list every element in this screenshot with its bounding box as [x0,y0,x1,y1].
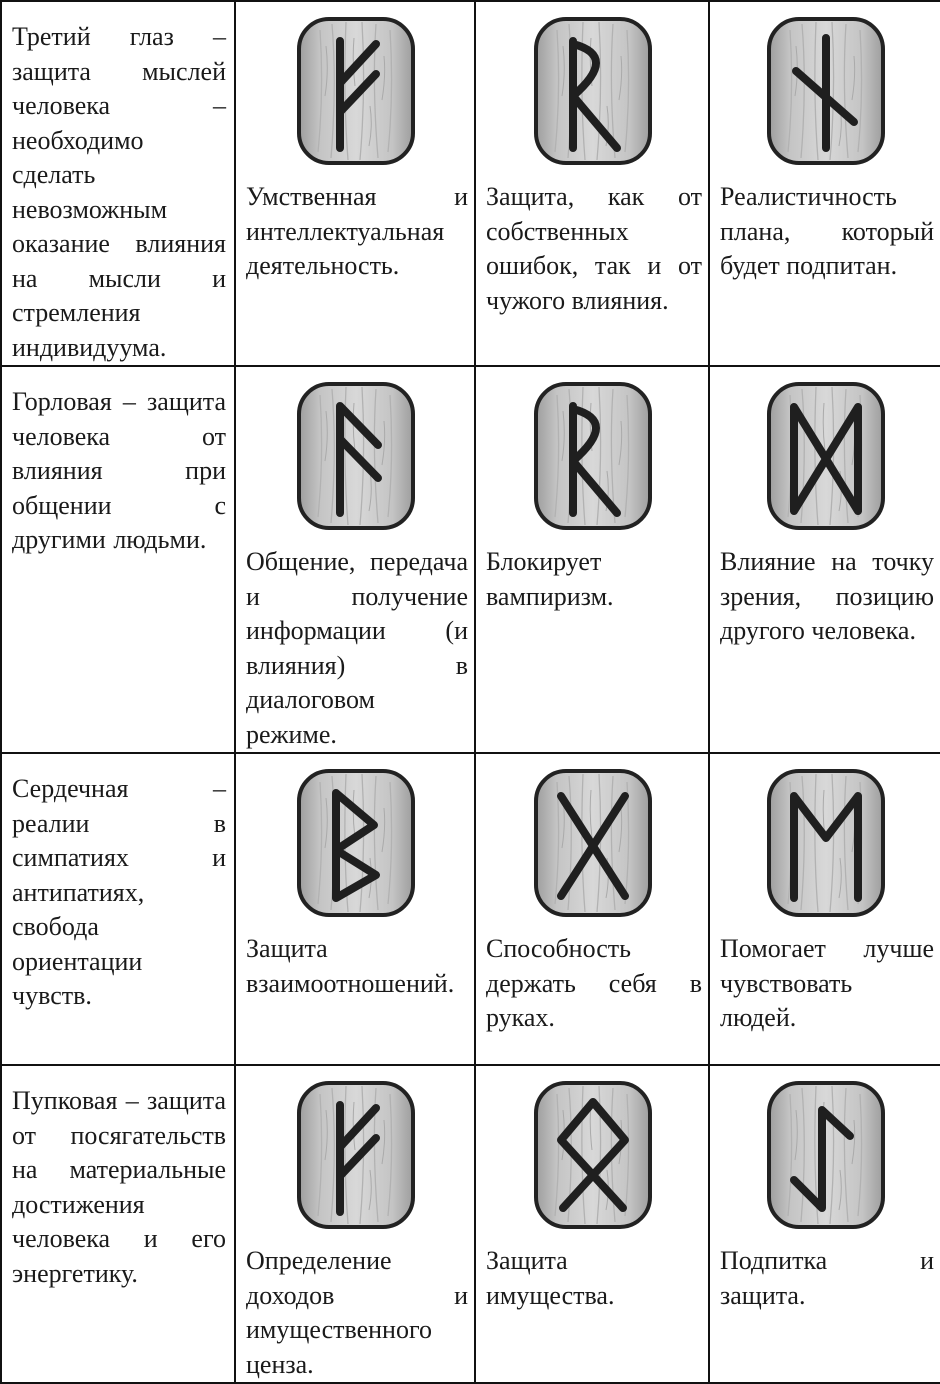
rune-meaning: Защита, как от собственных ошибок, так и от чужого влияния. [486,182,702,315]
chakra-cell [1,1065,235,1383]
rune-meaning: Общение, передача и получение информации (и влияния) в диалоговом режиме. [246,547,468,749]
chakra-description: Сердечная – реалии в симпатиях и антипатиях, свобода ориентации чувств. [12,774,226,1010]
rune-meaning: Способность держать себя в руках. [486,934,702,1032]
eihwaz-rune-icon [766,1080,886,1230]
rune-meaning: Помогает лучше чувствовать людей. [720,934,934,1032]
gebo-rune-icon [533,768,653,918]
ehwaz-rune-icon [766,768,886,918]
rune-cell [475,1,709,366]
rune-cell [235,1065,475,1383]
rune-cell [235,1,475,366]
rune-cell [709,1,940,366]
rune-meaning: Защита взаимоотношений. [246,934,455,998]
rune-cell [235,366,475,753]
dagaz-rune-icon [766,381,886,531]
rune-meaning: Блокирует вампиризм. [486,547,614,611]
berkano-rune-icon [296,768,416,918]
raidho-rune-icon [533,381,653,531]
rune-meaning: Влияние на точку зрения, позицию другого человека. [720,547,934,645]
table-row [1,366,940,753]
othala-rune-icon [533,1080,653,1230]
chakra-description: Третий глаз – защита мыслей человека – необходимо сделать невозможным оказание влияния на мысли и стремления индивидуума. [12,22,226,362]
chakra-cell [1,366,235,753]
table-row [1,753,940,1065]
rune-meaning: Подпитка и защита. [720,1246,934,1310]
table-row [1,1065,940,1383]
rune-cell [475,366,709,753]
chakra-cell [1,1,235,366]
table-row [1,1,940,366]
rune-meaning: Определение доходов и имущественного ценза. [246,1246,468,1379]
fehu-rune-icon [296,16,416,166]
rune-meaning: Защита имущества. [486,1246,615,1310]
raidho-rune-icon [533,16,653,166]
rune-cell [709,753,940,1065]
fehu-rune-icon [296,1080,416,1230]
rune-cell [235,753,475,1065]
rune-meaning: Реалистичность плана, который будет подпитан. [720,182,934,280]
rune-cell [475,1065,709,1383]
nauthiz-rune-icon [766,16,886,166]
ansuz-rune-icon [296,381,416,531]
rune-cell [709,1065,940,1383]
chakra-cell [1,753,235,1065]
rune-meaning: Умственная и интеллектуальная деятельность. [246,182,468,280]
chakra-description: Пупковая – защита от посягательств на материальные достижения человека и его энергетику. [12,1086,226,1288]
chakra-description: Горловая – защита человека от влияния при общении с другими людьми. [12,387,226,554]
rune-cell [475,753,709,1065]
rune-cell [709,366,940,753]
